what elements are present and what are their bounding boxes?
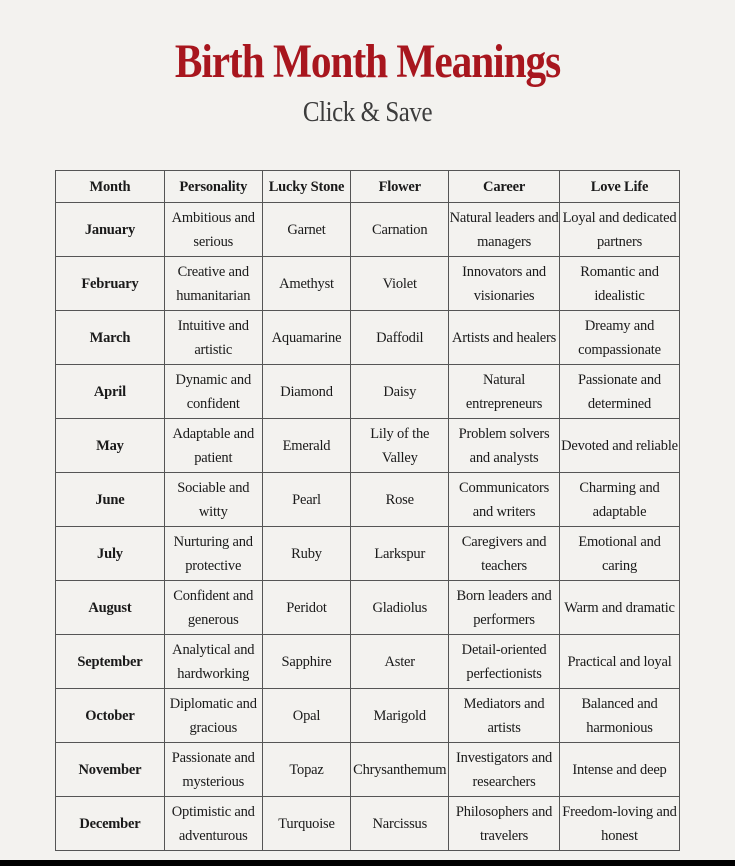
table-row: [56, 689, 680, 743]
cell-love-life: Charming and adaptable: [560, 473, 680, 527]
bottom-bar: [0, 860, 735, 866]
cell-flower: Chrysanthemum: [351, 743, 449, 797]
table-row: [56, 581, 680, 635]
cell-month: July: [56, 527, 165, 581]
column-header-love-life: Love Life: [560, 171, 680, 203]
page-subtitle: Click & Save: [302, 96, 433, 128]
cell-flower: Daffodil: [351, 311, 449, 365]
cell-lucky-stone: Diamond: [262, 365, 351, 419]
column-header-flower: Flower: [351, 171, 449, 203]
cell-month: March: [56, 311, 165, 365]
cell-month: May: [56, 419, 165, 473]
cell-career: Born leaders and performers: [449, 581, 560, 635]
cell-lucky-stone: Aquamarine: [262, 311, 351, 365]
column-header-career: Career: [449, 171, 560, 203]
cell-love-life: Practical and loyal: [560, 635, 680, 689]
cell-flower: Gladiolus: [351, 581, 449, 635]
cell-personality: Sociable and witty: [164, 473, 262, 527]
table-row: [56, 203, 680, 257]
cell-love-life: Emotional and caring: [560, 527, 680, 581]
table-row: [56, 257, 680, 311]
cell-career: Mediators and artists: [449, 689, 560, 743]
cell-career: Philosophers and travelers: [449, 797, 560, 851]
cell-lucky-stone: Amethyst: [262, 257, 351, 311]
cell-love-life: Devoted and reliable: [560, 419, 680, 473]
column-header-month: Month: [56, 171, 165, 203]
column-header-lucky-stone: Lucky Stone: [262, 171, 351, 203]
cell-career: Problem solvers and analysts: [449, 419, 560, 473]
cell-flower: Daisy: [351, 365, 449, 419]
cell-month: April: [56, 365, 165, 419]
table-row: [56, 635, 680, 689]
page-title: Birth Month Meanings: [174, 35, 561, 88]
table-row: [56, 365, 680, 419]
cell-career: Caregivers and teachers: [449, 527, 560, 581]
cell-love-life: Dreamy and compassionate: [560, 311, 680, 365]
cell-love-life: Freedom-loving and honest: [560, 797, 680, 851]
cell-career: Detail-oriented perfectionists: [449, 635, 560, 689]
cell-flower: Larkspur: [351, 527, 449, 581]
table-row: [56, 311, 680, 365]
table-row: [56, 473, 680, 527]
cell-love-life: Balanced and harmonious: [560, 689, 680, 743]
cell-career: Artists and healers: [449, 311, 560, 365]
cell-lucky-stone: Opal: [262, 689, 351, 743]
cell-lucky-stone: Emerald: [262, 419, 351, 473]
table-row: [56, 527, 680, 581]
cell-flower: Lily of the Valley: [351, 419, 449, 473]
cell-month: June: [56, 473, 165, 527]
cell-love-life: Intense and deep: [560, 743, 680, 797]
cell-love-life: Romantic and idealistic: [560, 257, 680, 311]
cell-personality: Intuitive and artistic: [164, 311, 262, 365]
cell-month: October: [56, 689, 165, 743]
cell-personality: Creative and humanitarian: [164, 257, 262, 311]
cell-personality: Nurturing and protective: [164, 527, 262, 581]
cell-personality: Optimistic and adventurous: [164, 797, 262, 851]
cell-personality: Diplomatic and gracious: [164, 689, 262, 743]
cell-career: Natural entrepreneurs: [449, 365, 560, 419]
cell-month: November: [56, 743, 165, 797]
cell-career: Communicators and writers: [449, 473, 560, 527]
birth-month-table: [55, 170, 680, 851]
cell-personality: Dynamic and confident: [164, 365, 262, 419]
cell-career: Innovators and visionaries: [449, 257, 560, 311]
cell-lucky-stone: Turquoise: [262, 797, 351, 851]
cell-lucky-stone: Pearl: [262, 473, 351, 527]
cell-love-life: Warm and dramatic: [560, 581, 680, 635]
table-row: [56, 743, 680, 797]
cell-month: January: [56, 203, 165, 257]
cell-personality: Confident and generous: [164, 581, 262, 635]
cell-flower: Aster: [351, 635, 449, 689]
cell-love-life: Passionate and determined: [560, 365, 680, 419]
cell-flower: Carnation: [351, 203, 449, 257]
cell-flower: Rose: [351, 473, 449, 527]
column-header-personality: Personality: [164, 171, 262, 203]
table-header-row: [56, 171, 680, 203]
cell-lucky-stone: Topaz: [262, 743, 351, 797]
cell-flower: Violet: [351, 257, 449, 311]
cell-month: February: [56, 257, 165, 311]
cell-lucky-stone: Ruby: [262, 527, 351, 581]
cell-personality: Ambitious and serious: [164, 203, 262, 257]
table-row: [56, 419, 680, 473]
cell-personality: Passionate and mysterious: [164, 743, 262, 797]
cell-lucky-stone: Garnet: [262, 203, 351, 257]
cell-love-life: Loyal and dedicated partners: [560, 203, 680, 257]
cell-month: September: [56, 635, 165, 689]
cell-lucky-stone: Peridot: [262, 581, 351, 635]
cell-flower: Narcissus: [351, 797, 449, 851]
cell-flower: Marigold: [351, 689, 449, 743]
cell-career: Investigators and researchers: [449, 743, 560, 797]
cell-career: Natural leaders and managers: [449, 203, 560, 257]
cell-month: December: [56, 797, 165, 851]
cell-personality: Adaptable and patient: [164, 419, 262, 473]
table-row: [56, 797, 680, 851]
cell-lucky-stone: Sapphire: [262, 635, 351, 689]
cell-personality: Analytical and hardworking: [164, 635, 262, 689]
cell-month: August: [56, 581, 165, 635]
